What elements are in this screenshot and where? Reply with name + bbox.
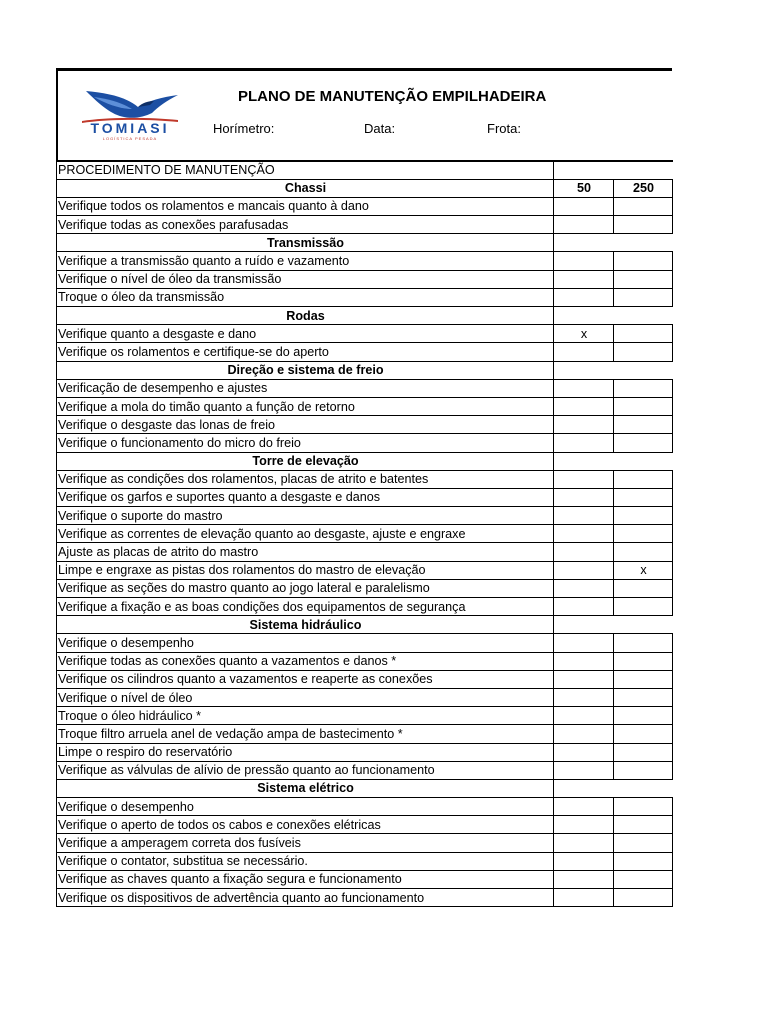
table-row bbox=[57, 488, 673, 506]
table-row bbox=[57, 397, 673, 415]
task-description: Verifique os rolamentos e certifique-se do aperto bbox=[57, 343, 554, 361]
check-cell-50[interactable] bbox=[554, 216, 614, 234]
task-description: Verifique a transmissão quanto a ruído e vazamento bbox=[57, 252, 554, 270]
task-description: Troque o óleo da transmissão bbox=[57, 288, 554, 306]
check-cell-250[interactable] bbox=[614, 543, 673, 561]
task-description: Verifique os dispositivos de advertência quanto ao funcionamento bbox=[57, 889, 554, 907]
check-cell-50[interactable] bbox=[554, 652, 614, 670]
check-cell-50[interactable] bbox=[554, 670, 614, 688]
table-row bbox=[57, 598, 673, 616]
table-row bbox=[57, 507, 673, 525]
table-row bbox=[57, 270, 673, 288]
table-row bbox=[57, 434, 673, 452]
table-row bbox=[57, 379, 673, 397]
column-header-250: 250 bbox=[614, 179, 673, 197]
task-description: Limpe e engraxe as pistas dos rolamentos do mastro de elevação bbox=[57, 561, 554, 579]
table-row bbox=[57, 416, 673, 434]
table-row bbox=[57, 252, 673, 270]
check-cell-50[interactable] bbox=[554, 688, 614, 706]
check-cell-50[interactable] bbox=[554, 816, 614, 834]
section-title: Transmissão bbox=[57, 234, 554, 252]
section-title: Direção e sistema de freio bbox=[57, 361, 554, 379]
check-cell-250[interactable] bbox=[614, 598, 673, 616]
check-cell-50[interactable] bbox=[554, 343, 614, 361]
table-row bbox=[57, 652, 673, 670]
table-row bbox=[57, 579, 673, 597]
check-cell-50[interactable] bbox=[554, 507, 614, 525]
check-cell-50[interactable] bbox=[554, 416, 614, 434]
check-cell-250[interactable] bbox=[614, 197, 673, 215]
task-description: Verifique as correntes de elevação quanto ao desgaste, ajuste e engraxe bbox=[57, 525, 554, 543]
page-title: PLANO DE MANUTENÇÃO EMPILHADEIRA bbox=[238, 88, 547, 105]
task-description: Troque filtro arruela anel de vedação ampa de bastecimento * bbox=[57, 725, 554, 743]
table-row bbox=[57, 688, 673, 706]
check-cell-250[interactable] bbox=[614, 688, 673, 706]
task-description: Verifique todas as conexões quanto a vazamentos e danos * bbox=[57, 652, 554, 670]
check-cell-250[interactable] bbox=[614, 525, 673, 543]
task-description: Verifique o funcionamento do micro do freio bbox=[57, 434, 554, 452]
check-cell-250[interactable] bbox=[614, 889, 673, 907]
task-description: Verifique o contator, substitua se necessário. bbox=[57, 852, 554, 870]
check-cell-50[interactable] bbox=[554, 397, 614, 415]
section-row bbox=[57, 234, 673, 252]
section-blank bbox=[554, 452, 673, 470]
frota-label: Frota: bbox=[487, 121, 521, 136]
check-cell-50[interactable] bbox=[554, 725, 614, 743]
check-cell-250[interactable] bbox=[614, 816, 673, 834]
check-cell-250[interactable] bbox=[614, 252, 673, 270]
table-row bbox=[57, 707, 673, 725]
task-description: Limpe o respiro do reservatório bbox=[57, 743, 554, 761]
table-row bbox=[57, 670, 673, 688]
check-cell-50[interactable] bbox=[554, 598, 614, 616]
section-title: Rodas bbox=[57, 307, 554, 325]
table-row bbox=[57, 634, 673, 652]
horimetro-label: Horímetro: bbox=[213, 121, 275, 136]
check-cell-250[interactable] bbox=[614, 270, 673, 288]
task-description: Verifique o nível de óleo bbox=[57, 688, 554, 706]
check-cell-50[interactable] bbox=[554, 889, 614, 907]
check-cell-250[interactable] bbox=[614, 488, 673, 506]
table-row bbox=[57, 889, 673, 907]
task-description: Verifique as condições dos rolamentos, placas de atrito e batentes bbox=[57, 470, 554, 488]
task-description: Verifique todos os rolamentos e mancais quanto à dano bbox=[57, 197, 554, 215]
table-row bbox=[57, 525, 673, 543]
section-blank bbox=[554, 361, 673, 379]
check-cell-50[interactable] bbox=[554, 579, 614, 597]
check-cell-50[interactable] bbox=[554, 743, 614, 761]
check-cell-50[interactable]: x bbox=[554, 325, 614, 343]
task-description: Verifique a amperagem correta dos fusíveis bbox=[57, 834, 554, 852]
table-row bbox=[57, 470, 673, 488]
logo-subtext: LOGÍSTICA PESADA bbox=[102, 136, 158, 141]
task-description: Verifique o desgaste das lonas de freio bbox=[57, 416, 554, 434]
check-cell-50[interactable] bbox=[554, 634, 614, 652]
check-cell-250[interactable] bbox=[614, 798, 673, 816]
table-row bbox=[57, 343, 673, 361]
check-cell-50[interactable] bbox=[554, 197, 614, 215]
task-description: Verifique a fixação e as boas condições dos equipamentos de segurança bbox=[57, 598, 554, 616]
check-cell-250[interactable] bbox=[614, 434, 673, 452]
check-cell-250[interactable] bbox=[614, 397, 673, 415]
table-row bbox=[57, 870, 673, 888]
section-row bbox=[57, 452, 673, 470]
task-description: Verifique quanto a desgaste e dano bbox=[57, 325, 554, 343]
task-description: Verifique as seções do mastro quanto ao jogo lateral e paralelismo bbox=[57, 579, 554, 597]
task-description: Verifique todas as conexões parafusadas bbox=[57, 216, 554, 234]
task-description: Verifique o nível de óleo da transmissão bbox=[57, 270, 554, 288]
section-title: Torre de elevação bbox=[57, 452, 554, 470]
procedure-header-blank bbox=[554, 161, 673, 179]
table-row bbox=[57, 798, 673, 816]
maintenance-table bbox=[56, 160, 673, 907]
check-cell-250[interactable] bbox=[614, 507, 673, 525]
task-description: Verifique o aperto de todos os cabos e conexões elétricas bbox=[57, 816, 554, 834]
check-cell-50[interactable] bbox=[554, 488, 614, 506]
task-description: Verifique os cilindros quanto a vazamentos e reaperte as conexões bbox=[57, 670, 554, 688]
task-description: Verificação de desempenho e ajustes bbox=[57, 379, 554, 397]
check-cell-250[interactable] bbox=[614, 325, 673, 343]
logo-text: TOMIASI bbox=[90, 120, 170, 136]
procedure-header: PROCEDIMENTO DE MANUTENÇÃO bbox=[57, 161, 554, 179]
check-cell-50[interactable] bbox=[554, 798, 614, 816]
check-cell-250[interactable] bbox=[614, 634, 673, 652]
section-title: Sistema hidráulico bbox=[57, 616, 554, 634]
check-cell-250[interactable] bbox=[614, 707, 673, 725]
check-cell-250[interactable] bbox=[614, 870, 673, 888]
check-cell-250[interactable] bbox=[614, 743, 673, 761]
section-title: Sistema elétrico bbox=[57, 779, 554, 797]
section-row bbox=[57, 361, 673, 379]
form-header bbox=[56, 68, 672, 161]
section-blank bbox=[554, 234, 673, 252]
column-header-50: 50 bbox=[554, 179, 614, 197]
check-cell-50[interactable] bbox=[554, 561, 614, 579]
check-cell-50[interactable] bbox=[554, 834, 614, 852]
table-row bbox=[57, 561, 673, 579]
maintenance-table-body bbox=[57, 161, 673, 907]
task-description: Verifique a mola do timão quanto a função de retorno bbox=[57, 397, 554, 415]
check-cell-50[interactable] bbox=[554, 379, 614, 397]
check-cell-250[interactable] bbox=[614, 652, 673, 670]
tomiasi-logo bbox=[78, 87, 182, 147]
check-cell-250[interactable] bbox=[614, 834, 673, 852]
task-description: Verifique as válvulas de alívio de pressão quanto ao funcionamento bbox=[57, 761, 554, 779]
section-row bbox=[57, 179, 673, 197]
table-row bbox=[57, 834, 673, 852]
procedure-header-row bbox=[57, 161, 673, 179]
table-row bbox=[57, 761, 673, 779]
task-description: Verifique o desempenho bbox=[57, 634, 554, 652]
section-row bbox=[57, 779, 673, 797]
check-cell-250[interactable] bbox=[614, 379, 673, 397]
table-row bbox=[57, 725, 673, 743]
section-title: Chassi bbox=[57, 179, 554, 197]
section-blank bbox=[554, 779, 673, 797]
check-cell-50[interactable] bbox=[554, 470, 614, 488]
table-row bbox=[57, 543, 673, 561]
check-cell-250[interactable] bbox=[614, 288, 673, 306]
check-cell-250[interactable] bbox=[614, 670, 673, 688]
table-row bbox=[57, 288, 673, 306]
table-row bbox=[57, 743, 673, 761]
section-row bbox=[57, 616, 673, 634]
check-cell-50[interactable] bbox=[554, 761, 614, 779]
table-row bbox=[57, 197, 673, 215]
task-description: Ajuste as placas de atrito do mastro bbox=[57, 543, 554, 561]
check-cell-50[interactable] bbox=[554, 288, 614, 306]
check-cell-250[interactable] bbox=[614, 343, 673, 361]
check-cell-250[interactable] bbox=[614, 416, 673, 434]
check-cell-50[interactable] bbox=[554, 525, 614, 543]
check-cell-50[interactable] bbox=[554, 543, 614, 561]
table-row bbox=[57, 816, 673, 834]
check-cell-250[interactable] bbox=[614, 216, 673, 234]
section-blank bbox=[554, 616, 673, 634]
check-cell-50[interactable] bbox=[554, 707, 614, 725]
check-cell-50[interactable] bbox=[554, 852, 614, 870]
section-row bbox=[57, 307, 673, 325]
task-description: Verifique o desempenho bbox=[57, 798, 554, 816]
check-cell-50[interactable] bbox=[554, 252, 614, 270]
check-cell-250[interactable] bbox=[614, 852, 673, 870]
check-cell-50[interactable] bbox=[554, 434, 614, 452]
task-description: Verifique o suporte do mastro bbox=[57, 507, 554, 525]
check-cell-50[interactable] bbox=[554, 870, 614, 888]
check-cell-250[interactable] bbox=[614, 470, 673, 488]
task-description: Verifique os garfos e suportes quanto a desgaste e danos bbox=[57, 488, 554, 506]
check-cell-50[interactable] bbox=[554, 270, 614, 288]
check-cell-250[interactable]: x bbox=[614, 561, 673, 579]
table-row bbox=[57, 325, 673, 343]
check-cell-250[interactable] bbox=[614, 579, 673, 597]
table-row bbox=[57, 216, 673, 234]
check-cell-250[interactable] bbox=[614, 725, 673, 743]
section-blank bbox=[554, 307, 673, 325]
data-label: Data: bbox=[364, 121, 396, 136]
check-cell-250[interactable] bbox=[614, 761, 673, 779]
table-row bbox=[57, 852, 673, 870]
task-description: Verifique as chaves quanto a fixação segura e funcionamento bbox=[57, 870, 554, 888]
task-description: Troque o óleo hidráulico * bbox=[57, 707, 554, 725]
